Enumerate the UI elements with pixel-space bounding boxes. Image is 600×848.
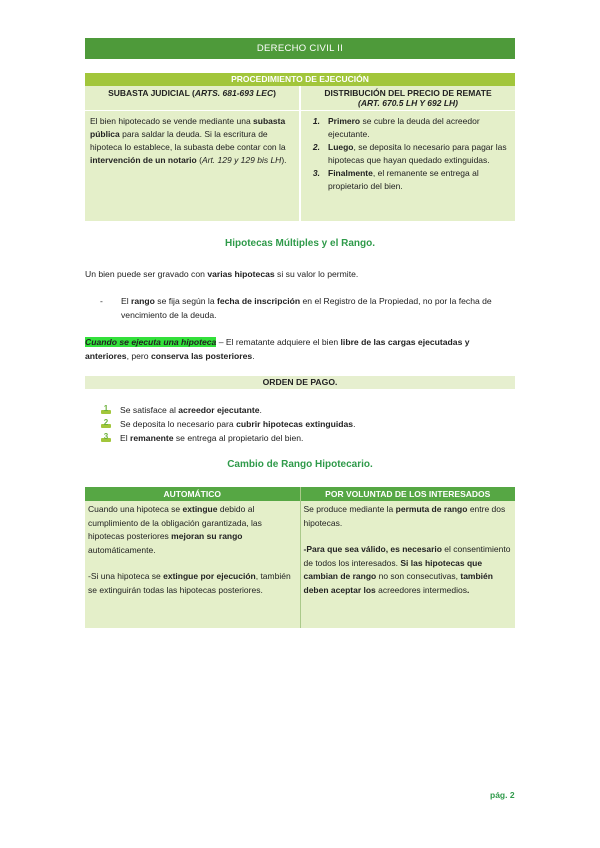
bold-text: también deben aceptar los xyxy=(303,571,493,595)
distribucion-heading-ref: (ART. 670.5 LH Y 692 LH) xyxy=(358,98,458,108)
voluntad-cell xyxy=(300,501,515,628)
subasta-body xyxy=(85,111,300,221)
bold-text: . xyxy=(466,584,470,595)
voluntad-paragraph-1 xyxy=(304,503,513,530)
step-rest: se cubre la deuda del acreedor ejecutante. xyxy=(328,116,480,139)
automatico-cell xyxy=(85,501,300,628)
section-heading-hipotecas-multiples: Hipotecas Múltiples y el Rango. xyxy=(224,238,376,249)
bold-text: fecha de inscripción xyxy=(217,296,301,306)
bold-text: extingue xyxy=(182,504,218,514)
bold-text: acreedor ejecutante xyxy=(178,405,260,415)
paragraph-ejecucion xyxy=(85,335,515,363)
automatico-paragraph-2 xyxy=(88,570,297,597)
text: -Si una hipoteca se xyxy=(88,571,164,581)
text: . xyxy=(259,405,262,415)
list-item-text xyxy=(120,419,355,429)
bold-text: rango xyxy=(131,296,155,306)
list-item-text xyxy=(120,433,303,443)
svg-text:3: 3 xyxy=(103,431,109,441)
text: si su valor lo permite. xyxy=(274,269,359,279)
text: , también se extinguirán todas las hipotecas posteriores. xyxy=(88,571,291,595)
distribucion-heading xyxy=(300,86,515,111)
step-rest: , el remanente se entrega al propietario del bien. xyxy=(328,168,479,191)
subasta-heading-ref: ARTS. 681-693 LEC xyxy=(194,88,274,98)
bold-text: conserva las posteriores xyxy=(150,351,253,361)
subasta-heading-end: ) xyxy=(273,88,276,98)
text: El xyxy=(120,433,131,443)
bold-text: extingue por ejecución xyxy=(163,571,256,581)
dash-bullet: - xyxy=(100,296,103,306)
subasta-ref: Art. 129 y 129 bis LH xyxy=(201,155,282,165)
text: el consentimiento de todos los interesados. xyxy=(303,544,511,568)
automatico-paragraph-1 xyxy=(88,503,297,557)
column-header-automatico: AUTOMÁTICO xyxy=(85,487,300,501)
text: se fija según la xyxy=(154,296,218,306)
column-header-voluntad: POR VOLUNTAD DE LOS INTERESADOS xyxy=(300,487,515,501)
step-rest: , se deposita lo necesario para pagar las hipotecas que hayan quedado extinguidas. xyxy=(328,142,507,165)
subasta-text-4: ). xyxy=(281,155,287,165)
list-item xyxy=(100,431,515,445)
subasta-text-1: El bien hipotecado se vende mediante una xyxy=(90,116,254,126)
green-numbered-bullet-icon xyxy=(100,404,120,417)
bold-text: -Para que sea válido, es necesario xyxy=(303,544,442,554)
text: debido al cumplimiento de la obligación garantizada, las hipotecas posteriores xyxy=(88,504,262,541)
distribucion-heading-text: DISTRIBUCIÓN DEL PRECIO DE REMATE xyxy=(324,88,492,98)
list-item-rango xyxy=(100,294,515,322)
procedure-table-title: PROCEDIMIENTO DE EJECUCIÓN xyxy=(85,73,515,86)
text: acreedores intermedios xyxy=(375,584,467,595)
step-text xyxy=(328,115,510,141)
svg-text:1: 1 xyxy=(103,403,109,413)
text: Se produce mediante la xyxy=(303,504,396,514)
text: en el Registro de la Propiedad, no por la fecha de vencimiento de la deuda. xyxy=(121,296,492,320)
distribucion-body xyxy=(300,111,515,221)
step-number: 2. xyxy=(312,142,320,152)
subasta-bold-1: subasta pública xyxy=(90,116,286,139)
voluntad-paragraph-2 xyxy=(304,543,513,597)
green-numbered-bullet-icon xyxy=(100,432,120,445)
text: entre dos hipotecas. xyxy=(303,504,506,528)
step-number: 1. xyxy=(312,116,320,126)
text: , pero xyxy=(126,351,151,361)
section-heading-cambio-rango: Cambio de Rango Hipotecario. xyxy=(227,459,373,470)
text: no son consecutivas, xyxy=(376,571,461,581)
paragraph-varias-hipotecas xyxy=(85,267,515,281)
text: automáticamente. xyxy=(88,544,156,555)
subasta-heading xyxy=(85,86,300,111)
step-text xyxy=(328,141,510,167)
text: . xyxy=(353,419,356,429)
bold-text: mejoran su rango xyxy=(171,531,243,541)
step-item xyxy=(306,167,510,193)
bold-text: cubrir hipotecas extinguidas xyxy=(236,419,354,429)
text: – El rematante adquiere el bien xyxy=(216,337,341,347)
cambio-rango-table xyxy=(85,487,515,628)
text: Cuando una hipoteca se xyxy=(88,504,183,514)
list-item xyxy=(100,403,515,417)
step-bold: Primero xyxy=(328,116,361,126)
distribucion-steps xyxy=(306,115,510,193)
subasta-text-2: para saldar la deuda. Si la escritura de hipoteca lo establece, la subasta debe contar con la xyxy=(90,129,286,152)
step-bold: Luego xyxy=(328,142,354,152)
procedure-table xyxy=(85,73,515,221)
bold-text: Si las hipotecas que cambian de rango xyxy=(303,557,483,581)
text: . xyxy=(252,351,255,361)
text: El xyxy=(121,296,132,306)
subasta-heading-text: SUBASTA JUDICIAL ( xyxy=(108,88,195,98)
step-bold: Finalmente xyxy=(328,168,373,178)
step-item xyxy=(306,141,510,167)
list-item-text xyxy=(121,294,515,322)
bold-text: permuta de rango xyxy=(395,504,468,514)
list-item-text xyxy=(120,405,262,415)
document-header: DERECHO CIVIL II xyxy=(85,38,515,59)
highlighted-text: Cuando se ejecuta una hipoteca xyxy=(85,337,217,347)
orden-de-pago-list xyxy=(100,403,515,445)
page-number: pág. 2 xyxy=(490,790,515,800)
subasta-bold-2: intervención de un notario xyxy=(90,155,197,165)
text: Se satisface al xyxy=(120,405,179,415)
text: se entrega al propietario del bien. xyxy=(173,433,304,443)
text: Un bien puede ser gravado con xyxy=(85,269,208,279)
bold-text: libre de las cargas ejecutadas y anteriores xyxy=(85,337,470,361)
svg-text:2: 2 xyxy=(103,417,109,427)
step-text xyxy=(328,167,510,193)
bold-text: varias hipotecas xyxy=(207,269,275,279)
step-item xyxy=(306,115,510,141)
step-number: 3. xyxy=(312,168,320,178)
orden-de-pago-title: ORDEN DE PAGO. xyxy=(85,376,515,389)
bold-text: remanente xyxy=(130,433,174,443)
text: Se deposita lo necesario para xyxy=(120,419,237,429)
list-item xyxy=(100,417,515,431)
green-numbered-bullet-icon xyxy=(100,418,120,431)
subasta-text-3: ( xyxy=(196,155,202,165)
